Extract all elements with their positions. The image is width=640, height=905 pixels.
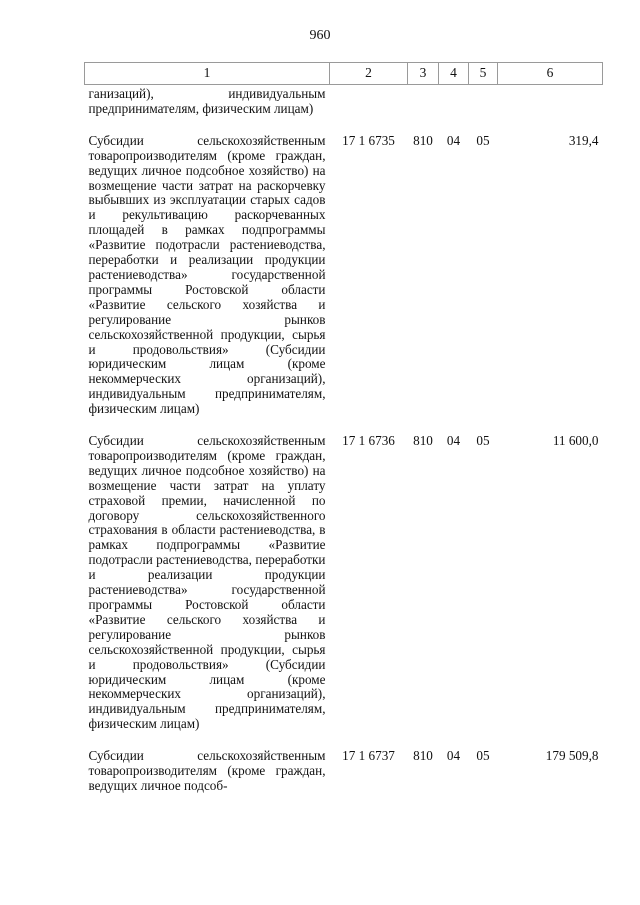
header-col-6: 6 — [498, 63, 603, 85]
row-expense-type — [408, 85, 439, 134]
row-section — [439, 85, 469, 134]
row-target-code: 17 1 6736 — [342, 433, 395, 449]
row-description: Субсидии сельскохозяйственным товаропроизводителям (кроме граждан, ведущих личное подсобное хозяйство) на возмещение части затрат на уплату страховой премии, начисленной по договору сельскохозяйственного страхования в области растениеводства, в рамках подпрограммы «Развитие подотрасли растениеводства, переработки и реализации продукции растениеводства» государственной программы Ростовской области «Развитие сельского хозяйства и регулирование рынков сельскохозяйственной продукции, сырья и продовольствия» (Субсидии юридическим лицам (кроме некоммерческих организаций), индивидуальным предпринимателям, физическим лицам) — [88, 433, 326, 732]
row-amount — [498, 85, 603, 134]
budget-table — [84, 62, 603, 811]
row-expense-type: 810 — [413, 132, 433, 148]
row-amount: 179 509,8 — [545, 748, 599, 764]
row-target-code: 17 1 6735 — [342, 132, 395, 148]
row-amount: 11 600,0 — [552, 433, 599, 449]
row-subsection: 05 — [476, 132, 490, 148]
row-section: 04 — [446, 132, 461, 148]
header-col-3: 3 — [408, 63, 439, 85]
header-col-1: 1 — [85, 63, 330, 85]
row-section: 04 — [446, 433, 461, 449]
row-section: 04 — [446, 748, 461, 764]
row-subsection — [469, 85, 498, 134]
table-header-row — [85, 63, 603, 85]
row-amount: 319,4 — [568, 132, 599, 148]
table-row — [85, 749, 603, 811]
row-expense-type: 810 — [413, 748, 433, 764]
row-target-code — [330, 85, 408, 134]
row-description: Субсидии сельскохозяйственным товаропроизводителям (кроме граждан, ведущих личное подсоб- — [88, 748, 326, 793]
table-row — [85, 434, 603, 749]
table-row — [85, 134, 603, 434]
row-subsection: 05 — [476, 748, 490, 764]
row-subsection: 05 — [476, 433, 490, 449]
row-target-code: 17 1 6737 — [342, 748, 395, 764]
row-description: ганизаций), индивидуальным предпринимателям, физическим лицам) — [88, 86, 326, 116]
header-col-5: 5 — [469, 63, 498, 85]
header-col-4: 4 — [439, 63, 469, 85]
page-number: 960 — [309, 28, 331, 43]
header-col-2: 2 — [330, 63, 408, 85]
row-description: Субсидии сельскохозяйственным товаропроизводителям (кроме граждан, ведущих личное подсобное хозяйство) на возмещение части затрат на раскорчевку выбывших из эксплуатации старых садов и рекультивацию раскорчеванных площадей в рамках подпрограммы «Развитие подотрасли растениеводства, переработки и реализации продукции растениеводства» государственной программы Ростовской области «Развитие сельского хозяйства и регулирование рынков сельскохозяйственной продукции, сырья и продовольствия» (Субсидии юридическим лицам (кроме некоммерческих организаций), индивидуальным предпринимателям, физическим лицам) — [88, 132, 326, 417]
row-expense-type: 810 — [413, 433, 433, 449]
table-row — [85, 85, 603, 134]
